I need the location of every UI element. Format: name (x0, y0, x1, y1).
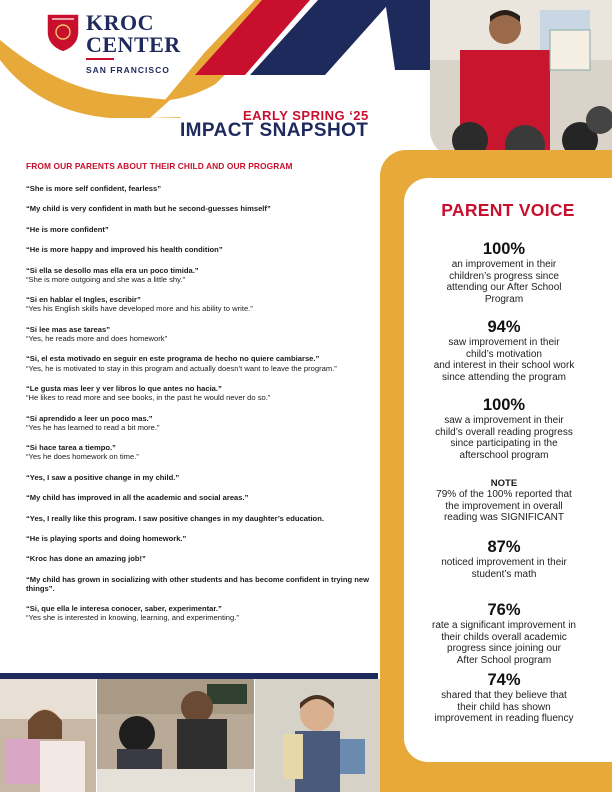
stat-block (396, 538, 612, 580)
brand-location: SAN FRANCISCO (86, 65, 170, 75)
season-label: EARLY SPRING ‘25 (243, 108, 369, 123)
parent-quote (26, 204, 371, 213)
stat-note (396, 478, 612, 524)
photo-girl-with-book (0, 679, 96, 792)
parent-quote (26, 604, 371, 622)
quote-text: “Le gusta mas leer y ver libros lo que antes no hacia.” (26, 383, 222, 393)
parent-quote (26, 245, 371, 254)
photo-boys-at-table (97, 679, 254, 792)
quote-text: “Si, el esta motivado en seguir en este programa de hecho no quiere cambiarse.” (26, 354, 320, 364)
quote-text: “Si, que ella le interesa conocer, saber, experimentar.” (26, 604, 222, 614)
brand-line-1: KROC (86, 10, 154, 35)
page-title: IMPACT SNAPSHOT (180, 120, 369, 141)
brand-line-2: CENTER (86, 32, 181, 57)
stat-block (396, 601, 612, 666)
quote-translation: “Yes he does homework on time.” (26, 452, 139, 462)
quote-text: “My child is very confident in math but he second-guesses himself” (26, 204, 271, 214)
quote-text: “He is more confident” (26, 224, 109, 234)
quote-text: “She is more self confident, fearless” (26, 184, 162, 193)
stat-value: 100% (482, 240, 526, 258)
parent-quote (26, 225, 371, 234)
photo-strip (0, 679, 380, 792)
stat-description: an improvement in their children’s progress since attending our After School Program (446, 259, 562, 305)
quotes-heading: FROM OUR PARENTS ABOUT THEIR CHILD AND OUR PROGRAM (26, 161, 293, 171)
stat-description: shared that they believe that their child has shown improvement in reading fluency (434, 690, 574, 725)
salvation-army-shield-icon (44, 10, 82, 54)
parent-quote (26, 266, 371, 284)
stat-value: 87% (487, 538, 521, 556)
stat-value: 76% (487, 601, 521, 619)
quote-text: “Si ella se desollo mas ella era un poco timida.” (26, 265, 199, 275)
parent-quote (26, 443, 371, 461)
parent-voice-title: PARENT VOICE (441, 200, 575, 220)
stat-description: saw a improvement in their child’s overall reading progress since participating in the afterschool program (435, 415, 573, 461)
quote-text: “My child has grown in socializing with other students and has become confident in trying new things”. (26, 574, 370, 593)
parent-quote (26, 473, 371, 482)
quote-text: “Si hace tarea a tiempo.” (26, 443, 116, 453)
stat-value: 74% (487, 671, 521, 689)
parent-quote (26, 184, 371, 193)
parent-quote (26, 354, 371, 372)
quote-translation: “Yes, he is motivated to stay in this program and actually doesn’t want to leave the program.” (26, 363, 337, 373)
quote-text: “He is playing sports and doing homework.” (26, 533, 187, 543)
stat-value: 100% (482, 396, 526, 414)
parent-quote (26, 414, 371, 432)
parent-quote (26, 493, 371, 502)
note-heading: NOTE (490, 478, 518, 489)
quote-translation: “Yes he has learned to read a bit more.” (26, 422, 160, 432)
stat-block (396, 671, 612, 725)
stat-block (396, 240, 612, 305)
brand-underline (86, 58, 114, 60)
kroc-logo (44, 10, 181, 75)
parent-quote (26, 534, 371, 543)
quote-text: “My child has improved in all the academic and social areas.” (26, 493, 249, 503)
quote-translation: “Yes, he reads more and does homework” (26, 333, 168, 343)
photo-teacher-reading (430, 0, 612, 158)
quote-text: “Si en hablar el Ingles, escribir” (26, 295, 141, 305)
quote-translation: “Yes his English skills have developed more and his ability to write.” (26, 304, 253, 314)
stat-description: saw improvement in their child’s motivation and interest in their school work since attending the program (433, 337, 575, 383)
stat-description: noticed improvement in their student’s math (441, 557, 567, 580)
quote-translation: “She is more outgoing and she was a little shy.” (26, 274, 185, 284)
stat-description: 79% of the 100% reported that the improvement in overall reading was SIGNIFICANT (436, 489, 572, 524)
parent-quote (26, 384, 371, 402)
parent-quote (26, 575, 371, 593)
stat-description: rate a significant improvement in their childs overall academic progress since joining our After School program (432, 620, 576, 666)
quote-text: “Yes, I saw a positive change in my child.” (26, 472, 180, 482)
parent-quote (26, 325, 371, 343)
stat-block (396, 396, 612, 461)
quote-text: “Yes, I really like this program. I saw positive changes in my daughter’s education. (26, 513, 324, 523)
quote-translation: “Yes she is interested in knowing, learning, and experimenting.” (26, 613, 239, 623)
photo-boy-with-crafts (255, 679, 380, 792)
stat-block (396, 318, 612, 383)
quote-text: “Si lee mas ase tareas” (26, 324, 111, 334)
parent-quotes-list (26, 184, 371, 634)
parent-voice-panel (404, 178, 612, 762)
quote-text: “Kroc has done an amazing job!” (26, 554, 146, 564)
parent-quote (26, 554, 371, 563)
quote-text: “Si aprendido a leer un poco mas.” (26, 413, 153, 423)
header-photo (430, 0, 612, 158)
parent-quote (26, 295, 371, 313)
stat-value: 94% (487, 318, 521, 336)
quote-translation: “He likes to read more and see books, in the past he would never do so.” (26, 393, 271, 403)
quote-text: “He is more happy and improved his health condition” (26, 245, 223, 255)
parent-quote (26, 514, 371, 523)
